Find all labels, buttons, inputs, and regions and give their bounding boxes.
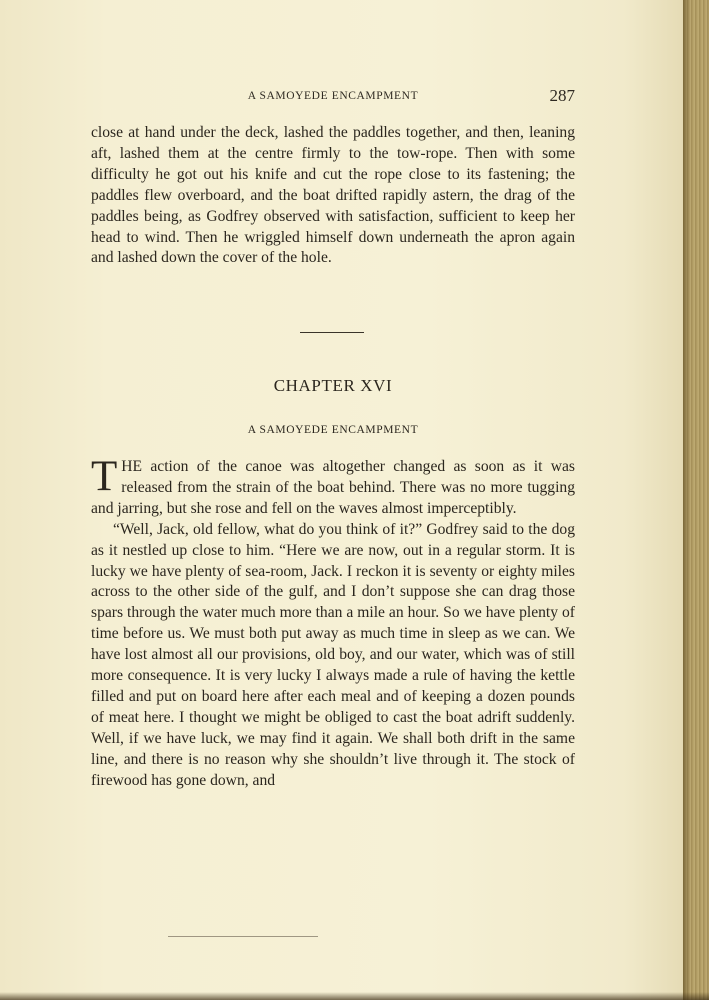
page-shadow bbox=[0, 992, 709, 1000]
running-head bbox=[91, 88, 575, 106]
paragraph: close at hand under the deck, lashed the paddles together, and then, leaning aft, lashed them at the centre firmly to the tow-rope. Then with some difficulty he got out his knife and cut the rope close to its fastening; the paddles flew overboard, and the boat drifted rapidly astern, the drag of the paddles being, as Godfrey observed with satisfaction, sufficient to keep her head to wind. Then he wriggled himself down underneath the apron again and lashed down the cover of the hole. bbox=[91, 124, 575, 267]
page-number: 287 bbox=[549, 86, 575, 105]
running-title: A SAMOYEDE ENCAMPMENT bbox=[247, 90, 419, 102]
chapter-subtitle: A SAMOYEDE ENCAMPMENT bbox=[247, 424, 419, 436]
chapter-title: CHAPTER XVI bbox=[273, 376, 393, 395]
page-edges bbox=[683, 0, 709, 1000]
continued-text bbox=[91, 123, 575, 269]
chapter-body bbox=[91, 453, 575, 792]
section-divider bbox=[300, 332, 364, 333]
paragraph: “Well, Jack, old fellow, what do you think of it?” Godfrey said to the dog as it nestled up close to him. “Here we are now, out in a regular storm. It is lucky we have plenty of sea-room, Jack. I reckon it is seventy or eighty miles across to the other side of the gulf, and I don’t suppose she can drag those spars through the water much more than a mile an hour. So we have plenty of time before us. We must both put away as much time in sleep as we can. We have lost almost all our provisions, old boy, and our water, which was of still more consequence. It is very lucky I always made a rule of having the kettle filled and put on board here after each meal and of keeping a dozen pounds of meat here. I thought we might be obliged to cast the boat adrift suddenly. Well, if we have luck, we may find it again. We shall both drift in the same line, and there is no reason why she shouldn’t live through it. The stock of firewood has gone down, and bbox=[91, 520, 575, 789]
footer-mark bbox=[168, 936, 318, 937]
first-paragraph-text: HE action of the canoe was altogether changed as soon as it was released from the strain of the boat behind. There was no more tugging and jarring, but she rose and fell on the waves almost imperceptibly. bbox=[91, 458, 575, 517]
drop-cap: T bbox=[91, 453, 118, 500]
chapter-first-paragraph bbox=[91, 453, 575, 520]
